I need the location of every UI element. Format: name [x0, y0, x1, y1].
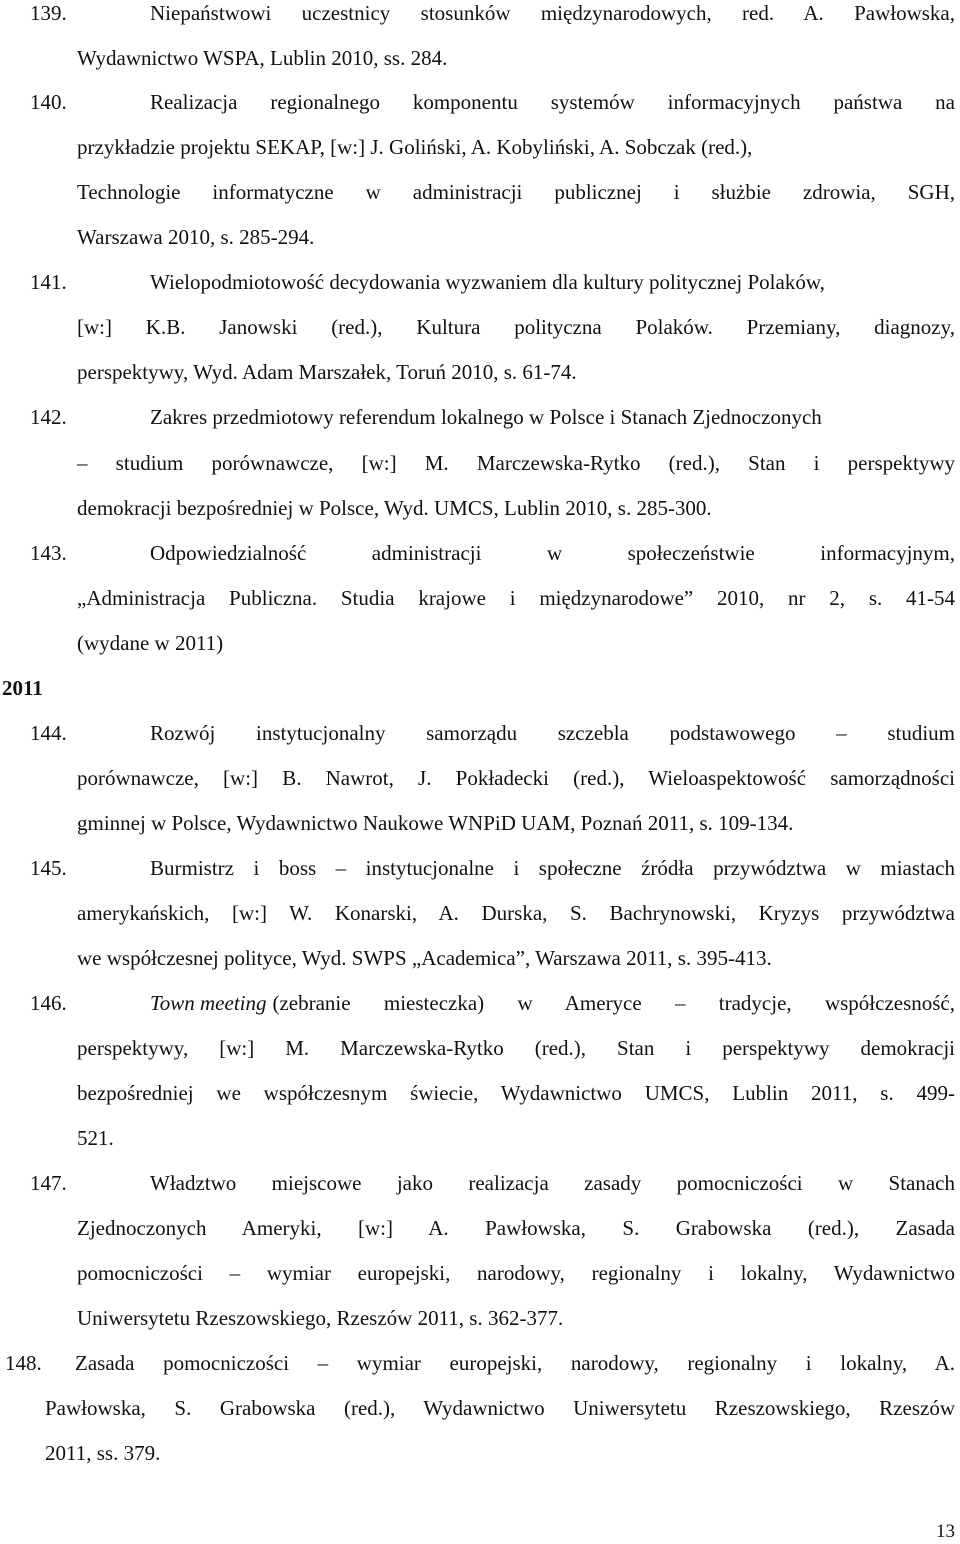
entry-text-line: „Administracja Publiczna. Studia krajowe i międzynarodowe” 2010, nr 2, s. 41-54	[77, 586, 955, 610]
entry-number: 143.	[30, 541, 67, 565]
entry-text-line: Burmistrz i boss – instytucjonalne i społeczne źródła przywództwa w miastach	[150, 856, 955, 880]
entry-text-line: [w:] K.B. Janowski (red.), Kultura polityczna Polaków. Przemiany, diagnozy,	[77, 315, 955, 339]
entry-text-line: Warszawa 2010, s. 285-294.	[77, 225, 315, 249]
entry-text-line: amerykańskich, [w:] W. Konarski, A. Durska, S. Bachrynowski, Kryzys przywództwa	[77, 901, 955, 925]
entry-text-line: demokracji bezpośredniej w Polsce, Wyd. UMCS, Lublin 2010, s. 285-300.	[77, 496, 712, 520]
entry-text-line: przykładzie projektu SEKAP, [w:] J. Goliński, A. Kobyliński, A. Sobczak (red.),	[77, 135, 753, 159]
entry-text-line: (wydane w 2011)	[77, 631, 224, 655]
entry-text-line: bezpośredniej we współczesnym świecie, Wydawnictwo UMCS, Lublin 2011, s. 499-	[77, 1081, 955, 1105]
entry-text-line: Władztwo miejscowe jako realizacja zasady pomocniczości w Stanach	[150, 1171, 955, 1195]
entry-number: 145.	[30, 856, 67, 880]
entry-text-line: Rozwój instytucjonalny samorządu szczebla podstawowego – studium	[150, 721, 955, 745]
entry-text-line: Realizacja regionalnego komponentu systemów informacyjnych państwa na	[150, 90, 955, 114]
entry-number: 148.	[5, 1351, 42, 1375]
entry-text-line: Odpowiedzialność administracji w społeczeństwie informacyjnym,	[150, 541, 955, 565]
entry-text-line: Zjednoczonych Ameryki, [w:] A. Pawłowska, S. Grabowska (red.), Zasada	[77, 1216, 955, 1240]
entry-number: 142.	[30, 405, 67, 429]
entry-text-line: 2011, ss. 379.	[45, 1441, 161, 1465]
entry-text-line: we współczesnej polityce, Wyd. SWPS „Academica”, Warszawa 2011, s. 395-413.	[77, 946, 772, 970]
entry-text-line: – studium porównawcze, [w:] M. Marczewska-Rytko (red.), Stan i perspektywy	[77, 451, 955, 475]
page-number: 13	[936, 1521, 955, 1542]
entry-text-line: perspektywy, Wyd. Adam Marszałek, Toruń 2010, s. 61-74.	[77, 360, 577, 384]
entry-number: 147.	[30, 1171, 67, 1195]
entry-text-line: Technologie informatyczne w administracji publicznej i służbie zdrowia, SGH,	[77, 180, 955, 204]
entry-number: 144.	[30, 721, 67, 745]
italic-title: Town meeting	[150, 991, 267, 1015]
entry-text-line: porównawcze, [w:] B. Nawrot, J. Pokładecki (red.), Wieloaspektowość samorządności	[77, 766, 955, 790]
entry-text-line: pomocniczości – wymiar europejski, narodowy, regionalny i lokalny, Wydawnictwo	[77, 1261, 955, 1285]
entry-text-line: Wydawnictwo WSPA, Lublin 2010, ss. 284.	[77, 46, 448, 70]
entry-text-line: Zasada pomocniczości – wymiar europejski, narodowy, regionalny i lokalny, A.	[75, 1351, 955, 1375]
entry-text-line: 521.	[77, 1126, 114, 1150]
entry-text-line: Pawłowska, S. Grabowska (red.), Wydawnictwo Uniwersytetu Rzeszowskiego, Rzeszów	[45, 1396, 955, 1420]
entry-text-line: perspektywy, [w:] M. Marczewska-Rytko (red.), Stan i perspektywy demokracji	[77, 1036, 955, 1060]
entry-number: 140.	[30, 90, 67, 114]
entry-number: 139.	[30, 1, 67, 25]
entry-text-line: Niepaństwowi uczestnicy stosunków międzynarodowych, red. A. Pawłowska,	[150, 1, 955, 25]
year-heading: 2011	[2, 676, 43, 700]
entry-text-line: Uniwersytetu Rzeszowskiego, Rzeszów 2011, s. 362-377.	[77, 1306, 564, 1330]
entry-number: 146.	[30, 991, 67, 1015]
entry-text-rest: (zebranie miesteczka) w Ameryce – tradycje, współczesność,	[272, 991, 955, 1015]
entry-text-line	[150, 990, 955, 1016]
entry-number: 141.	[30, 270, 67, 294]
entry-text-line: Zakres przedmiotowy referendum lokalnego w Polsce i Stanach Zjednoczonych	[150, 405, 822, 429]
entry-text-line: Wielopodmiotowość decydowania wyzwaniem dla kultury politycznej Polaków,	[150, 270, 825, 294]
entry-text-line: gminnej w Polsce, Wydawnictwo Naukowe WNPiD UAM, Poznań 2011, s. 109-134.	[77, 811, 794, 835]
